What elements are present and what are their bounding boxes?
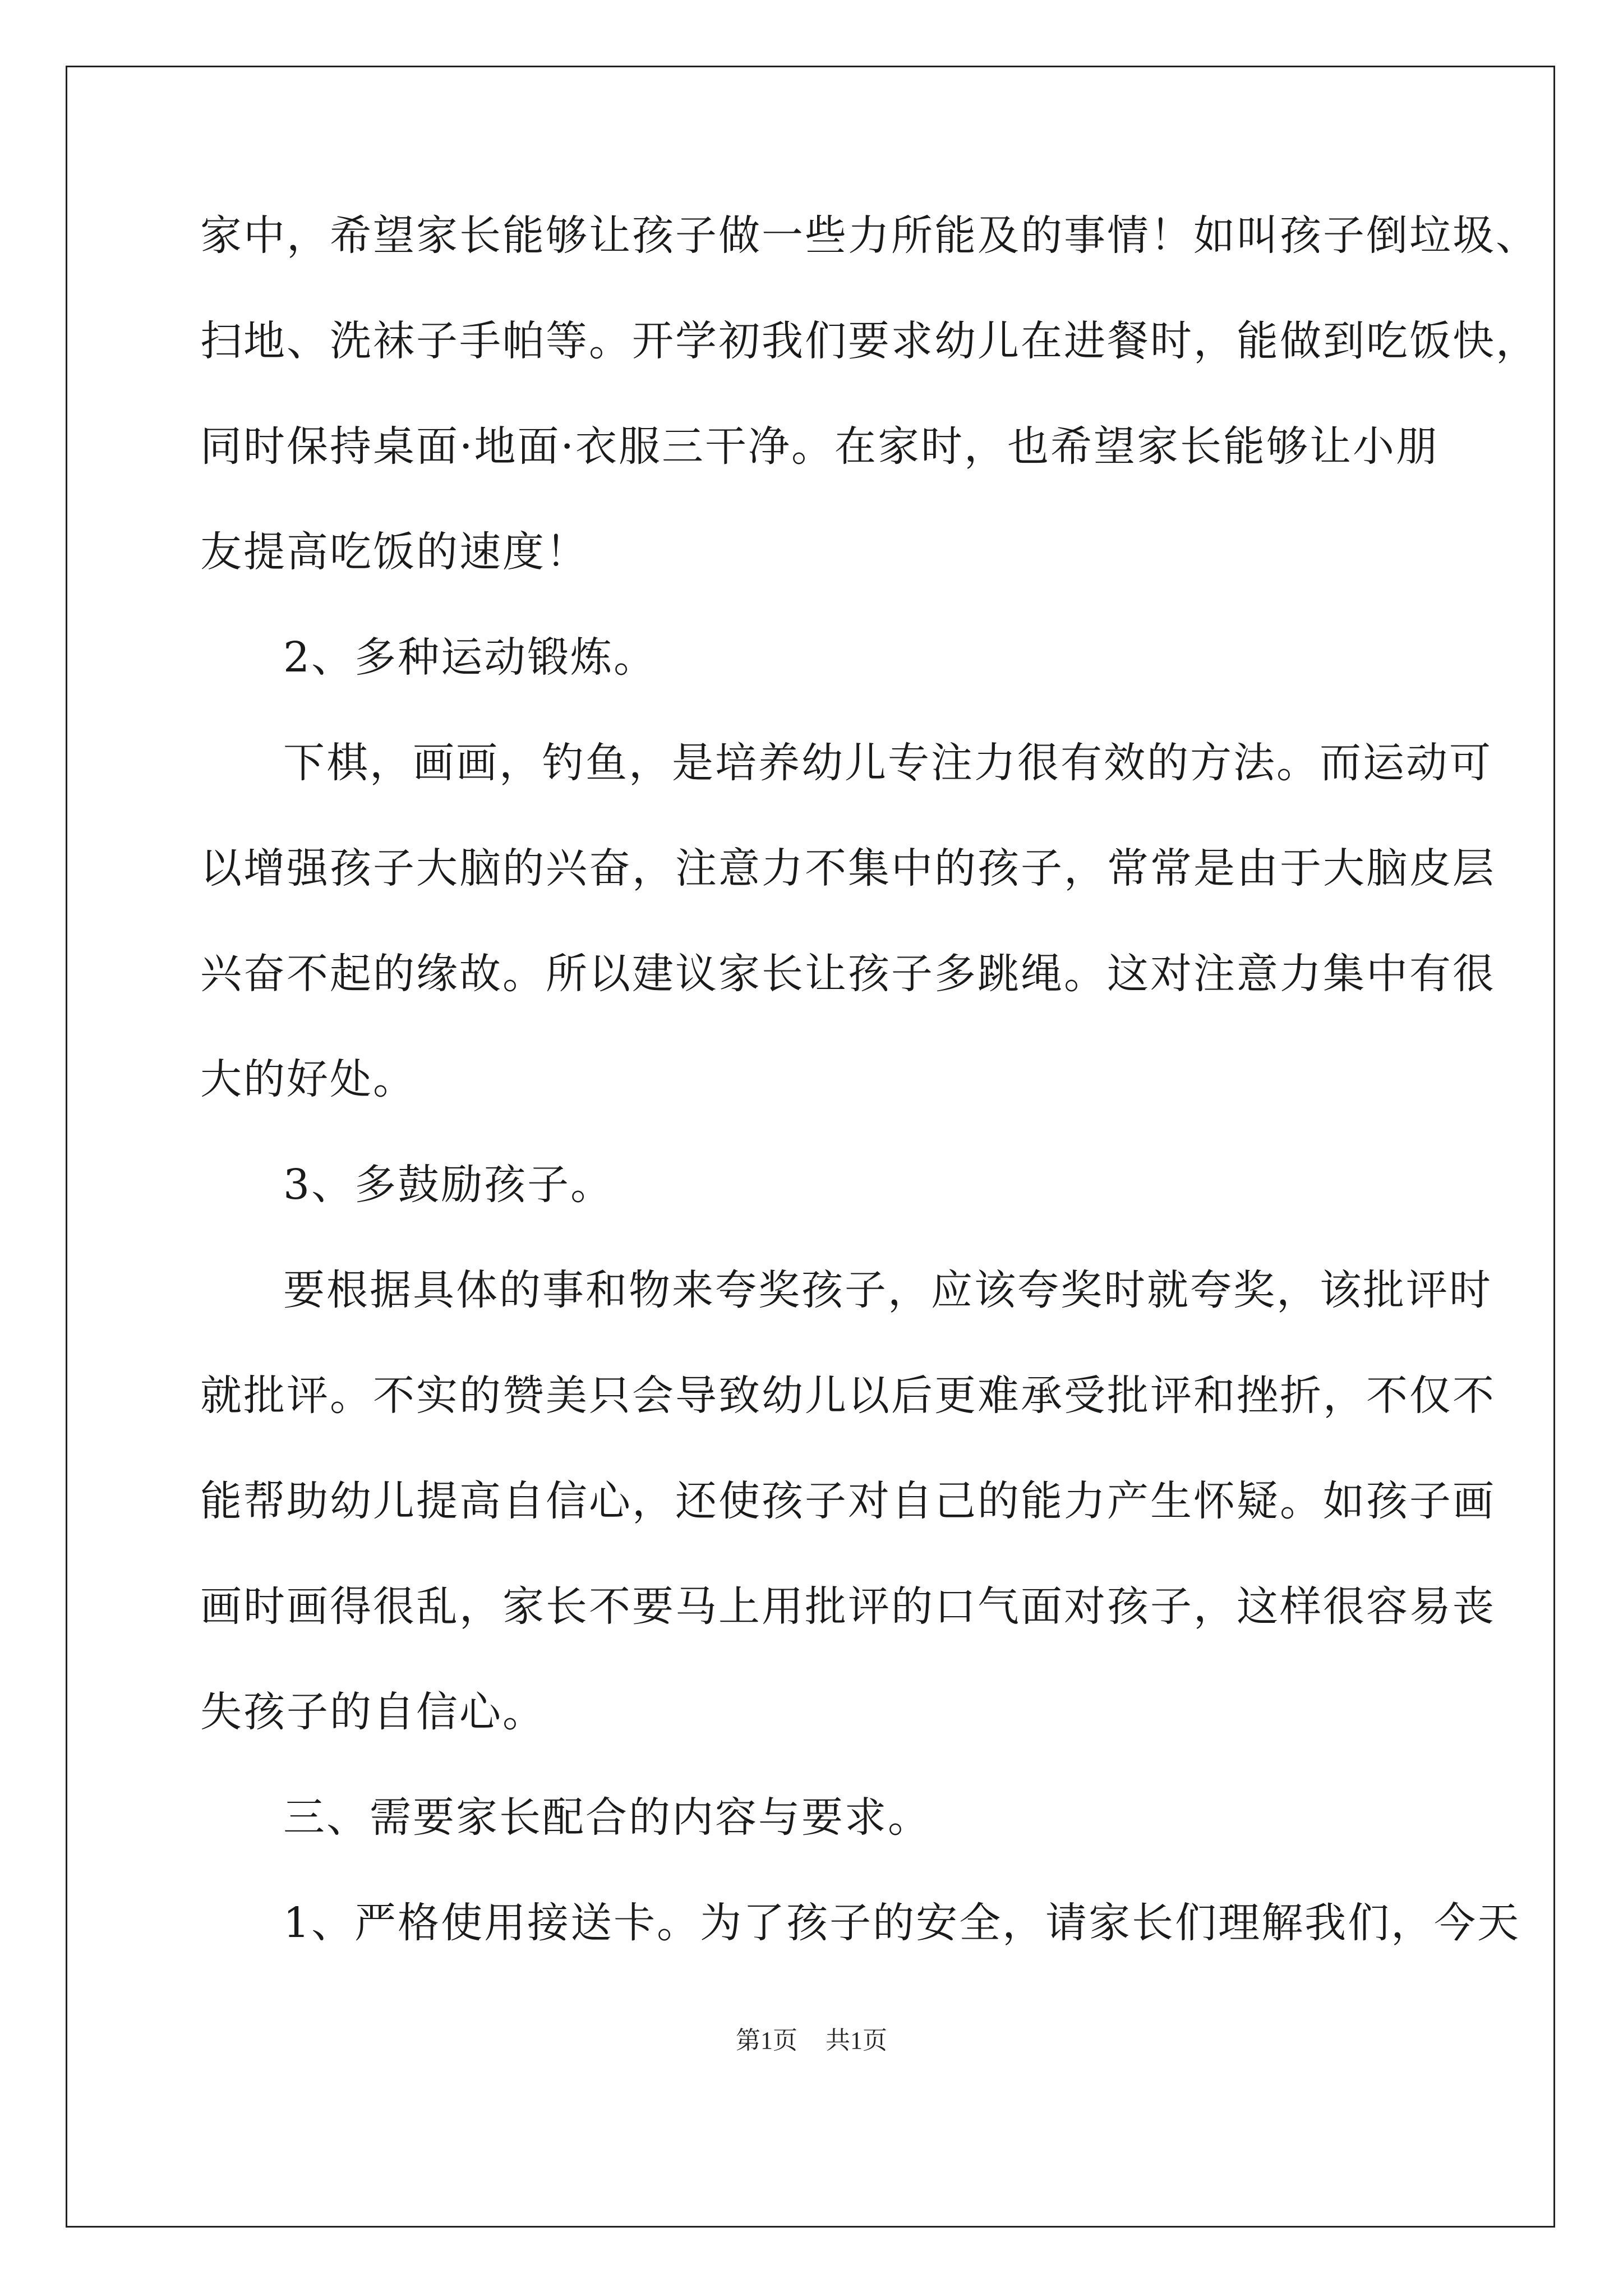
text-line: 失孩子的自信心。	[200, 1688, 546, 1736]
page-footer	[0, 2024, 1623, 2058]
text-line: 就批评。不实的赞美只会导致幼儿以后更难承受批评和挫折，不仅不	[200, 1372, 1496, 1420]
text-line: 1、严格使用接送卡。为了孩子的安全，请家长们理解我们，今天	[283, 1899, 1521, 1947]
text-line: 下棋，画画，钓鱼，是培养幼儿专注力很有效的方法。而运动可	[283, 739, 1492, 787]
section-heading: 三、需要家长配合的内容与要求。	[283, 1793, 931, 1842]
text-line: 以增强孩子大脑的兴奋，注意力不集中的孩子，常常是由于大脑皮层	[200, 844, 1496, 892]
page-number-current: 第1页	[736, 2027, 797, 2054]
text-line: 兴奋不起的缘故。所以建议家长让孩子多跳绳。这对注意力集中有很	[200, 950, 1496, 998]
text-line: 画时画得很乱，家长不要马上用批评的口气面对孩子，这样很容易丧	[200, 1582, 1496, 1631]
text-line: 要根据具体的事和物来夸奖孩子，应该夸奖时就夸奖，该批评时	[283, 1266, 1492, 1314]
text-line: 扫地、洗袜子手帕等。开学初我们要求幼儿在进餐时，能做到吃饭快，	[200, 317, 1539, 365]
section-heading: 2、多种运动锻炼。	[283, 633, 657, 682]
text-line: 能帮助幼儿提高自信心，还使孩子对自己的能力产生怀疑。如孩子画	[200, 1477, 1496, 1525]
document-body	[200, 208, 1539, 2000]
section-heading: 3、多鼓励孩子。	[283, 1161, 614, 1209]
text-line: 友提高吃饭的速度！	[200, 528, 589, 576]
text-line: 同时保持桌面·地面·衣服三干净。在家时，也希望家长能够让小朋	[200, 422, 1440, 471]
text-line: 家中，希望家长能够让孩子做一些力所能及的事情！如叫孩子倒垃圾、	[200, 211, 1539, 260]
page-number-total: 共1页	[826, 2027, 887, 2054]
text-line: 大的好处。	[200, 1055, 416, 1103]
